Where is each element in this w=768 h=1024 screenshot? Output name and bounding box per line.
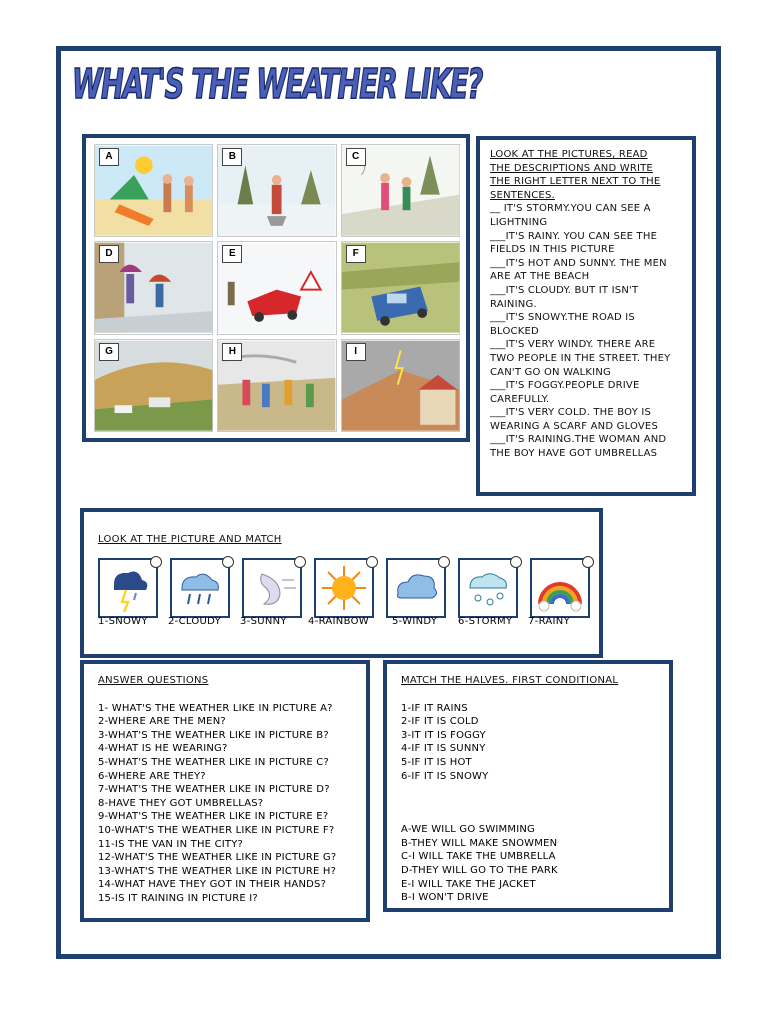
rainbow-icon [530,558,590,618]
questions-list [98,702,352,906]
rain-cloud-icon [170,558,230,618]
instructions-heading-line: THE DESCRIPTIONS AND WRITE [490,162,653,174]
question-item: 13-WHAT'S THE WEATHER LIKE IN PICTURE H? [98,865,337,877]
match-halves-heading: MATCH THE HALVES. FIRST CONDITIONAL [401,675,619,686]
weather-label: 3-SUNNY [240,616,287,627]
answer-circle[interactable] [510,556,522,568]
instruction-line: ___IT'S FOGGY.PEOPLE DRIVE [490,380,640,392]
storm-icon [98,558,158,618]
picture-letter: C [346,148,366,166]
instruction-line: WEARING A SCARF AND GLOVES [490,420,658,432]
match-picture-heading: LOOK AT THE PICTURE AND MATCH [98,534,282,545]
picture-b [217,144,336,237]
picture-a [94,144,213,237]
first-half-item: 6-IF IT IS SNOWY [401,770,489,782]
instruction-line: ___IT'S HOT AND SUNNY. THE MEN [490,257,667,269]
instructions-heading-line: SENTENCES. [490,189,555,201]
instruction-line: ___IT'S VERY COLD. THE BOY IS [490,407,652,419]
wind-icon [242,558,302,618]
answer-circle[interactable] [582,556,594,568]
instruction-line: ___IT'S CLOUDY. BUT IT ISN'T [490,284,639,296]
answer-questions-panel [80,660,370,922]
pictures-panel [82,134,470,442]
instruction-line: BLOCKED [490,325,539,337]
picture-letter: G [99,343,119,361]
instruction-line: THE BOY HAVE GOT UMBRELLAS [490,448,658,460]
weather-labels-row [98,616,588,627]
second-half-item: C-I WILL TAKE THE UMBRELLA [401,851,556,863]
instruction-line: RAINING. [490,298,537,310]
match-halves-panel [383,660,673,912]
question-item: 4-WHAT IS HE WEARING? [98,743,228,755]
picture-letter: F [346,245,366,263]
picture-letter: E [222,245,242,263]
snow-cloud-icon [458,558,518,618]
first-half-item: 2-IF IT IS COLD [401,716,479,728]
picture-c [341,144,460,237]
instruction-line: ___IT'S RAINING.THE WOMAN AND [490,434,667,446]
instruction-line: ARE AT THE BEACH [490,271,590,283]
answer-circle[interactable] [438,556,450,568]
picture-g [94,339,213,432]
second-half-item: E-I WILL TAKE THE JACKET [401,878,536,890]
first-half-item: 1-IF IT RAINS [401,702,468,714]
weather-label: 7-RAINY [528,616,570,627]
second-half-item: B-THEY WILL MAKE SNOWMEN [401,837,558,849]
first-halves-list [401,702,655,784]
picture-letter: I [346,343,366,361]
question-item: 12-WHAT'S THE WEATHER LIKE IN PICTURE G? [98,852,337,864]
second-half-item: D-THEY WILL GO TO THE PARK [401,864,558,876]
second-halves-list [401,823,655,905]
question-item: 9-WHAT'S THE WEATHER LIKE IN PICTURE E? [98,811,329,823]
instruction-line: TWO PEOPLE IN THE STREET. THEY [490,352,671,364]
instruction-line: LIGHTNING [490,216,548,228]
picture-letter: B [222,148,242,166]
instruction-line: FIELDS IN THIS PICTURE [490,244,615,256]
page-title-text: WHAT'S THE WEATHER LIKE? [72,60,483,108]
weather-label: 5-WINDY [392,616,438,627]
answer-circle[interactable] [294,556,306,568]
picture-letter: H [222,343,242,361]
cloud-icon [386,558,446,618]
sun-icon [314,558,374,618]
question-item: 6-WHERE ARE THEY? [98,770,206,782]
question-item: 11-IS THE VAN IN THE CITY? [98,838,244,850]
page-title [70,52,490,112]
question-item: 1- WHAT'S THE WEATHER LIKE IN PICTURE A? [98,702,333,714]
weather-label: 4-RAINBOW [308,616,369,627]
weather-label: 1-SNOWY [98,616,148,627]
weather-label: 6-STORMY [458,616,513,627]
answer-questions-heading: ANSWER QUESTIONS [98,675,209,686]
weather-icons-row [98,558,590,618]
question-item: 15-IS IT RAINING IN PICTURE I? [98,892,258,904]
instructions-heading-line: THE RIGHT LETTER NEXT TO THE [490,176,661,188]
instructions-heading-line: LOOK AT THE PICTURES, READ [490,149,648,160]
picture-f [341,241,460,334]
second-half-item: B-I WON'T DRIVE [401,892,489,904]
picture-letter: A [99,148,119,166]
instructions-heading [490,148,682,202]
picture-h [217,339,336,432]
question-item: 2-WHERE ARE THE MEN? [98,716,226,728]
picture-d [94,241,213,334]
pictures-grid [94,144,460,432]
question-item: 8-HAVE THEY GOT UMBRELLAS? [98,797,264,809]
instruction-line: ___IT'S VERY WINDY. THERE ARE [490,339,656,351]
instructions-panel [476,136,696,496]
answer-circle[interactable] [222,556,234,568]
instruction-line: CAN'T GO ON WALKING [490,366,611,378]
question-item: 7-WHAT'S THE WEATHER LIKE IN PICTURE D? [98,784,330,796]
question-item: 5-WHAT'S THE WEATHER LIKE IN PICTURE C? [98,756,329,768]
picture-i [341,339,460,432]
answer-circle[interactable] [366,556,378,568]
weather-label: 2-CLOUDY [168,616,222,627]
first-half-item: 3-IT IT IS FOGGY [401,729,486,741]
question-item: 3-WHAT'S THE WEATHER LIKE IN PICTURE B? [98,729,329,741]
question-item: 14-WHAT HAVE THEY GOT IN THEIR HANDS? [98,879,327,891]
answer-circle[interactable] [150,556,162,568]
question-item: 10-WHAT'S THE WEATHER LIKE IN PICTURE F? [98,824,335,836]
instruction-line: ___IT'S SNOWY.THE ROAD IS [490,312,635,324]
instruction-line: ___IT'S RAINY. YOU CAN SEE THE [490,230,658,242]
match-picture-panel [80,508,603,658]
first-half-item: 4-IF IT IS SUNNY [401,743,486,755]
first-half-item: 5-IF IT IS HOT [401,756,472,768]
picture-letter: D [99,245,119,263]
instructions-lines [490,202,682,460]
picture-e [217,241,336,334]
instruction-line: CAREFULLY. [490,393,550,405]
instruction-line: __ IT'S STORMY.YOU CAN SEE A [490,203,651,215]
second-half-item: A-WE WILL GO SWIMMING [401,824,535,836]
